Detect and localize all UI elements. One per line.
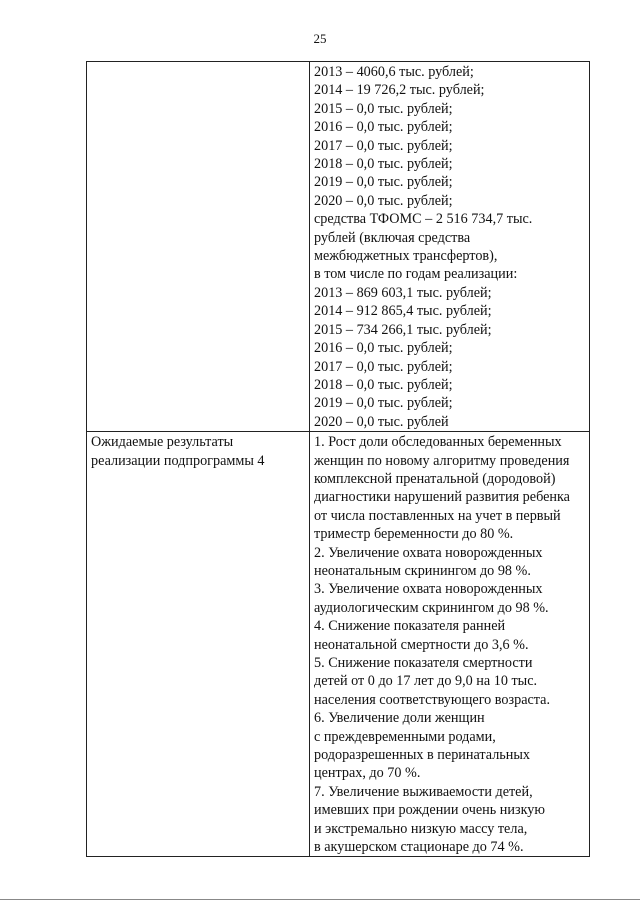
text-line: 2018 – 0,0 тыс. рублей; [314, 156, 453, 173]
text-line: 2019 – 0,0 тыс. рублей; [314, 174, 453, 191]
text-line: 2016 – 0,0 тыс. рублей; [314, 119, 453, 136]
row-label-cell [87, 62, 310, 432]
text-line: 3. Увеличение охвата новорожденных [314, 581, 543, 598]
text-line: средства ТФОМС – 2 516 734,7 тыс. [314, 211, 533, 228]
text-line: комплексной пренатальной (дородовой) [314, 470, 556, 487]
row-content-cell [310, 432, 590, 857]
text-line: в том числе по годам реализации: [314, 266, 518, 283]
text-line: имевших при рождении очень низкую [314, 802, 545, 819]
row-label-cell [87, 432, 310, 857]
row-label-line: реализации подпрограммы 4 [91, 452, 265, 469]
page-number: 25 [313, 31, 327, 46]
text-line: межбюджетных трансфертов), [314, 248, 498, 265]
text-line: женщин по новому алгоритму проведения [314, 452, 570, 469]
text-line: неонатальной смертности до 3,6 %. [314, 636, 529, 653]
text-line: населения соответствующего возраста. [314, 691, 551, 708]
text-line: центрах, до 70 %. [314, 765, 421, 782]
text-line: 5. Снижение показателя смертности [314, 655, 533, 671]
text-line: аудиологическим скринингом до 98 %. [314, 599, 549, 616]
text-line: 2015 – 0,0 тыс. рублей; [314, 100, 453, 117]
text-line: 2013 – 869 603,1 тыс. рублей; [314, 284, 492, 301]
text-line: 7. Увеличение выживаемости детей, [314, 783, 533, 800]
text-line: триместр беременности до 80 %. [314, 526, 514, 543]
text-line: диагностики нарушений развития ребенка [314, 489, 570, 506]
text-line: 2019 – 0,0 тыс. рублей; [314, 395, 453, 412]
page-bottom-rule [0, 899, 640, 900]
text-line: 2016 – 0,0 тыс. рублей; [314, 340, 453, 357]
text-line: 2015 – 734 266,1 тыс. рублей; [314, 321, 492, 338]
text-line: детей от 0 до 17 лет до 9,0 на 10 тыс. [314, 673, 538, 690]
table-row [87, 432, 590, 857]
text-line: 4. Снижение показателя ранней [314, 618, 506, 635]
text-line: рублей (включая средства [314, 229, 471, 246]
text-line: неонатальным скринингом до 98 %. [314, 562, 531, 579]
row-content-cell [310, 62, 590, 432]
text-line: и экстремально низкую массу тела, [314, 820, 528, 837]
text-line: 2013 – 4060,6 тыс. рублей; [314, 64, 474, 80]
text-line: 2014 – 912 865,4 тыс. рублей; [314, 303, 492, 320]
table-row [87, 62, 590, 432]
text-line: от числа поставленных на учет в первый [314, 507, 561, 524]
text-line: 2. Увеличение охвата новорожденных [314, 544, 543, 561]
text-line: 2020 – 0,0 тыс. рублей [314, 413, 449, 430]
text-line: родоразрешенных в перинатальных [314, 747, 530, 764]
text-line: 2017 – 0,0 тыс. рублей; [314, 358, 453, 375]
text-line: 2020 – 0,0 тыс. рублей; [314, 192, 453, 209]
row-label-line: Ожидаемые результаты [91, 434, 234, 451]
text-line: 2017 – 0,0 тыс. рублей; [314, 137, 453, 154]
text-line: 2018 – 0,0 тыс. рублей; [314, 376, 453, 393]
text-line: в акушерском стационаре до 74 %. [314, 839, 524, 856]
text-line: 6. Увеличение доли женщин [314, 710, 485, 727]
text-line: с преждевременными родами, [314, 728, 496, 745]
subprogram-passport-table [86, 61, 590, 857]
text-line: 2014 – 19 726,2 тыс. рублей; [314, 82, 485, 99]
text-line: 1. Рост доли обследованных беременных [314, 434, 562, 451]
